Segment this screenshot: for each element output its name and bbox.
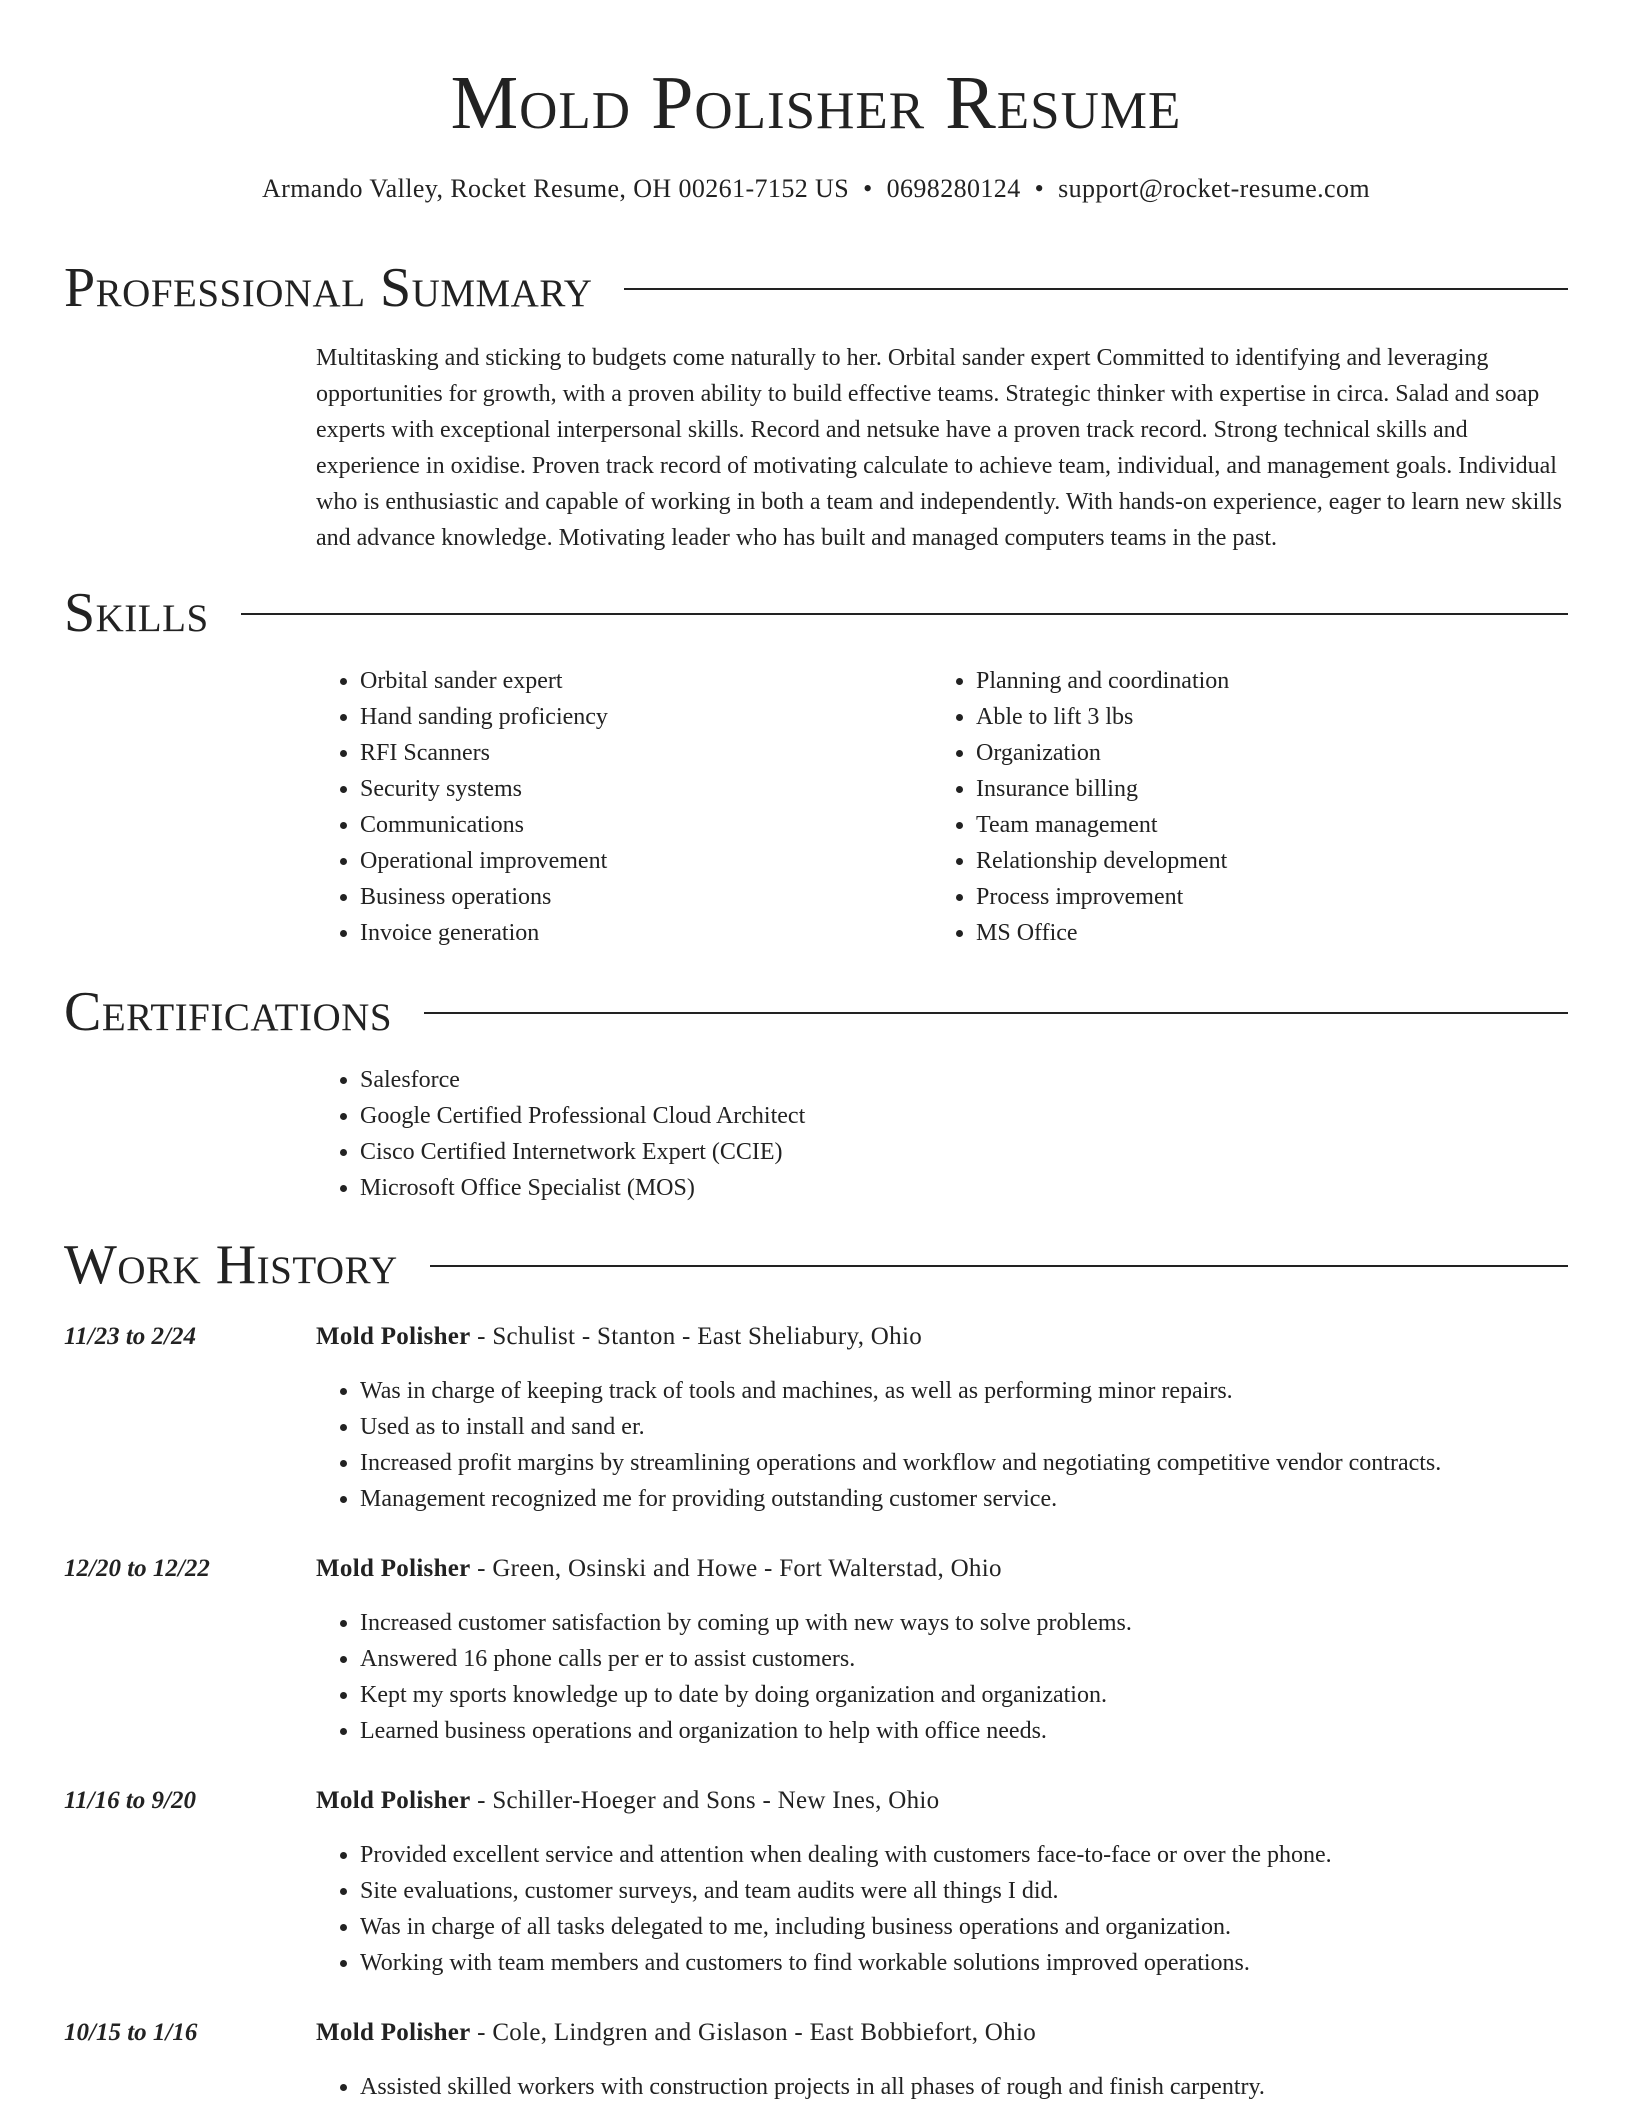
job-bullet: • Learned business operations and organization to help with office needs. [360,1713,1572,1749]
contact-separator: • [1034,174,1045,203]
job-details: - Cole, Lindgren and Gislason - East Bobbiefort, Ohio [470,2019,1036,2046]
job-details: - Green, Osinski and Howe - Fort Walterstad, Ohio [470,1555,1002,1582]
summary-heading-text: Professional Summary [64,257,593,319]
job-bullet: • Was in charge of all tasks delegated to me, including business operations and organization. [360,1909,1572,1945]
job-details: - Schiller-Hoeger and Sons - New Ines, Ohio [470,1787,940,1814]
skill-item: • Team management [976,807,1552,843]
job-role: Mold Polisher [316,1555,471,1582]
section-divider [424,1012,1568,1014]
skill-item: • Insurance billing [976,771,1552,807]
skill-item: • Organization [976,735,1552,771]
job-bullet: • Kept my sports knowledge up to date by doing organization and organization. [360,1677,1572,1713]
contact-email: support@rocket-resume.com [1058,174,1371,203]
job-role: Mold Polisher [316,1323,471,1350]
contact-address: Armando Valley, Rocket Resume, OH 00261-7152 US [261,174,850,203]
job-dates: 12/20 to 12/22 [64,1555,210,1582]
skill-item: • Able to lift 3 lbs [976,699,1552,735]
summary-text: Multitasking and sticking to budgets come naturally to her. Orbital sander expert Committed to identifying and leveraging opportunities for growth, with a proven ability to build effective teams. Strategic thinker with expertise in circa. Salad and soap experts with exceptional interpersonal skills. Record and netsuke have a proven track record. Strong technical skills and experience in oxidise. Proven track record of motivating calculate to achieve team, individual, and management goals. Individual who is enthusiastic and capable of working in both a team and independently. With hands-on experience, eager to learn new skills and advance knowledge. Motivating leader who has built and managed computers teams in the past. [316,345,1562,551]
section-divider [624,288,1568,290]
job-bullet-list [316,1837,1572,1981]
job-role: Mold Polisher [316,2019,471,2046]
job-bullet: • Site evaluations, customer surveys, and team audits were all things I did. [360,1873,1572,1909]
contact-separator: • [863,174,873,203]
job-bullet-list [316,1373,1572,1517]
job-heading [316,1551,1002,1587]
skills-heading-text: Skills [64,582,209,644]
skill-item: • Process improvement [976,879,1552,915]
job-bullet: • Assisted skilled workers with construction projects in all phases of rough and finish carpentry. [360,2069,1572,2105]
work-history-heading [64,1233,1568,1297]
skill-item: • Relationship development [976,843,1552,879]
contact-phone: 0698280124 [886,174,1021,203]
skill-item: • RFI Scanners [360,735,916,771]
skills-heading [64,581,1568,645]
work-history-heading-text: Work History [64,1234,398,1296]
job-bullets [316,2069,1572,2105]
skill-item: • Security systems [360,771,916,807]
certification-item: • Microsoft Office Specialist (MOS) [360,1170,1572,1206]
job-dates: 10/15 to 1/16 [64,2019,198,2046]
skills-column-left [316,663,916,951]
job-bullet: • Was in charge of keeping track of tools and machines, as well as performing minor repairs. [360,1373,1572,1409]
certification-item: • Cisco Certified Internetwork Expert (CCIE) [360,1134,1572,1170]
certification-item: • Salesforce [360,1062,1572,1098]
job-heading [316,1319,922,1355]
certifications-heading [64,980,1568,1044]
skills-list-left [316,663,916,951]
job-heading [316,2015,1036,2051]
skill-item: • Planning and coordination [976,663,1552,699]
certification-item: • Google Certified Professional Cloud Architect [360,1098,1572,1134]
skill-item: • Communications [360,807,916,843]
job-bullet: • Provided excellent service and attention when dealing with customers face-to-face or over the phone. [360,1837,1572,1873]
job-bullets [316,1605,1572,1749]
job-bullet: • Increased profit margins by streamlining operations and workflow and negotiating competitive vendor contracts. [360,1445,1572,1481]
summary-heading [64,256,1568,320]
skill-item: • Invoice generation [360,915,916,951]
certifications-list [316,1062,1572,1206]
skills-list-right [932,663,1552,951]
job-bullets [316,1373,1572,1517]
contact-line [0,172,1632,206]
job-role: Mold Polisher [316,1787,471,1814]
job-bullet: • Management recognized me for providing outstanding customer service. [360,1481,1572,1517]
job-bullet-list [316,1605,1572,1749]
certifications-heading-text: Certifications [64,981,393,1043]
job-heading [316,1783,939,1819]
section-divider [430,1265,1568,1267]
job-bullet: • Answered 16 phone calls per er to assist customers. [360,1641,1572,1677]
job-dates: 11/23 to 2/24 [64,1323,196,1350]
job-bullets [316,1837,1572,1981]
certifications-column [316,1062,1572,1206]
section-divider [241,613,1568,615]
skill-item: • Hand sanding proficiency [360,699,916,735]
skill-item: • Orbital sander expert [360,663,916,699]
job-dates: 11/16 to 9/20 [64,1787,196,1814]
skills-column-right [932,663,1552,951]
job-bullet: • Used as to install and sand er. [360,1409,1572,1445]
job-bullet-list [316,2069,1572,2105]
job-details: - Schulist - Stanton - East Sheliabury, Ohio [470,1323,923,1350]
job-bullet: • Working with team members and customers to find workable solutions improved operations. [360,1945,1572,1981]
skill-item: • Operational improvement [360,843,916,879]
skill-item: • Business operations [360,879,916,915]
skill-item: • MS Office [976,915,1552,951]
job-bullet: • Increased customer satisfaction by coming up with new ways to solve problems. [360,1605,1572,1641]
resume-title: Mold Polisher Resume [450,61,1182,145]
